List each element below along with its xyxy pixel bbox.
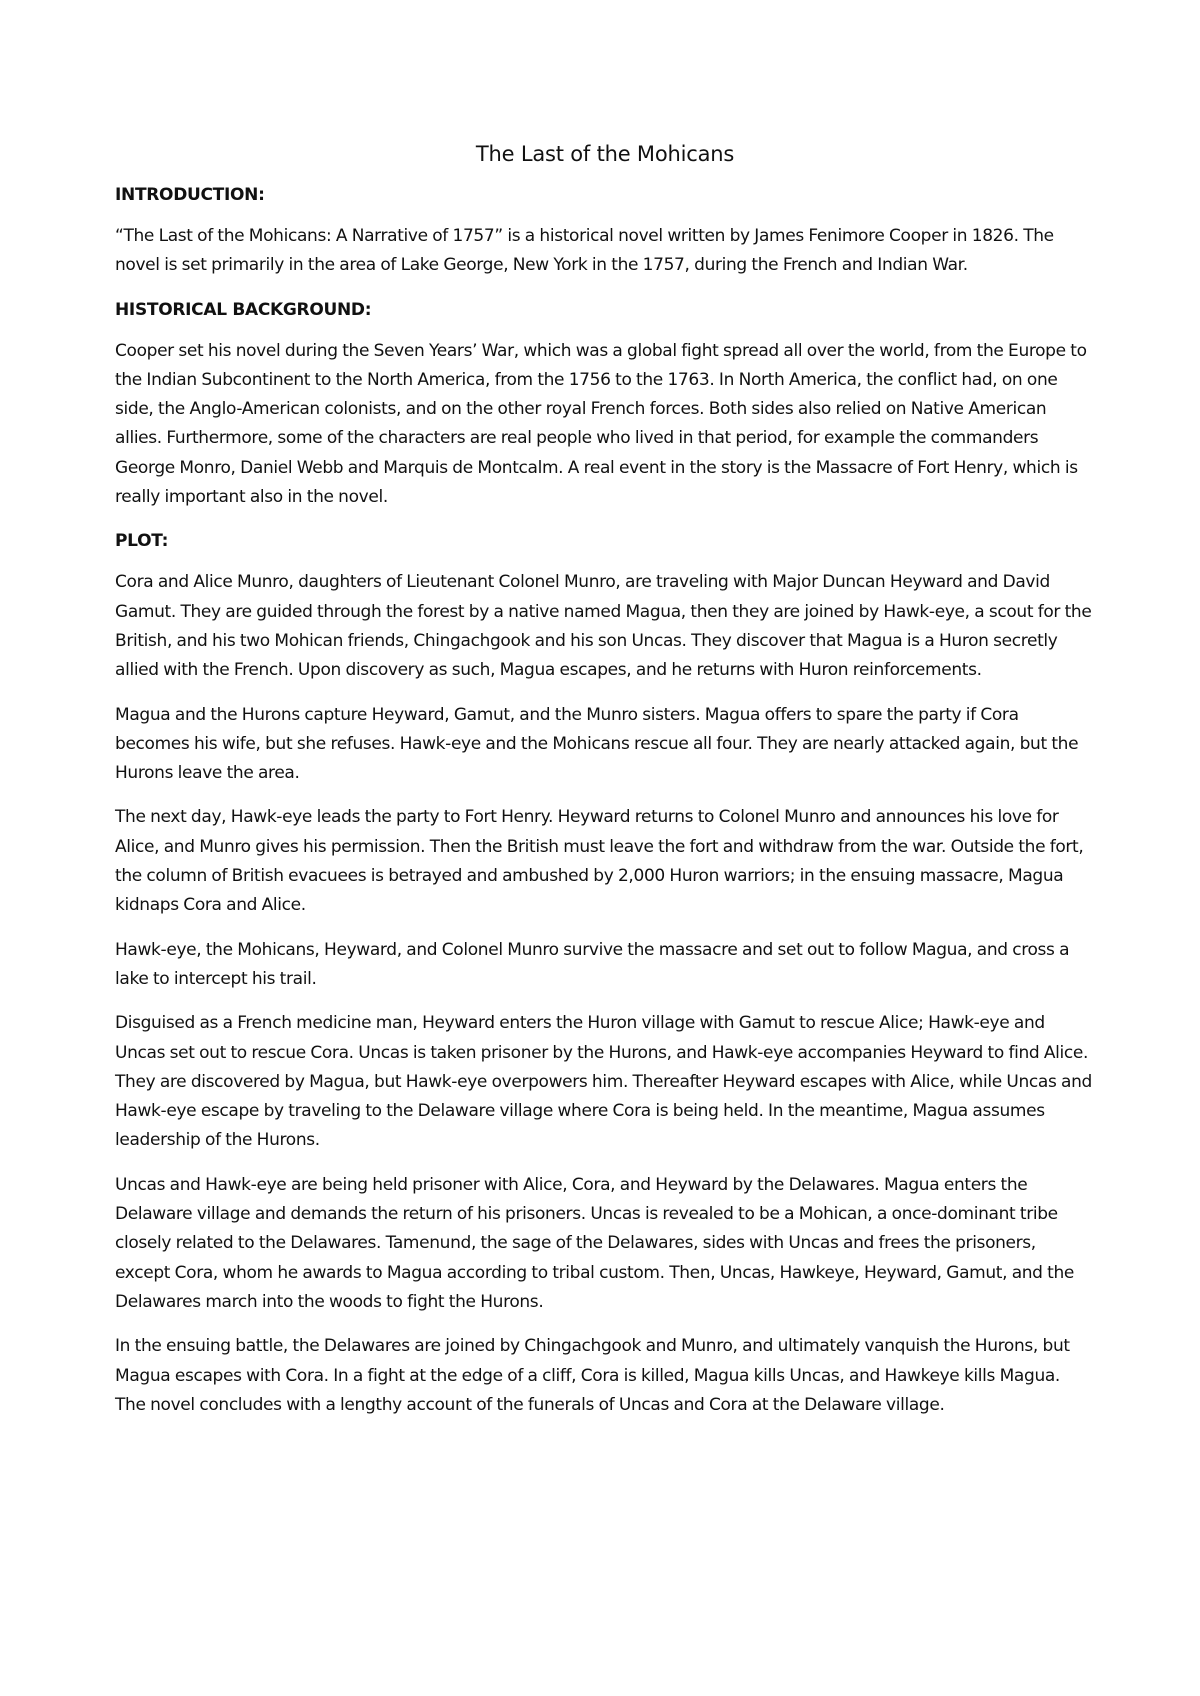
section-heading-plot: PLOT: bbox=[115, 531, 169, 552]
paragraph: Magua and the Hurons capture Heyward, Gamut, and the Munro sisters. Magua offers to spare the party if Cora becomes his wife, but she refuses. Hawk-eye and the Mohicans rescue all four. They are nearly attacked again, but the Hurons leave the area. bbox=[115, 704, 1079, 784]
section-plot bbox=[115, 527, 1095, 1420]
document-title: The Last of the Mohicans bbox=[475, 142, 735, 166]
paragraph: “The Last of the Mohicans: A Narrative of 1757” is a historical novel written by James Fenimore Cooper in 1826. The novel is set primarily in the area of Lake George, New York in the 1757, during the French and Indian War. bbox=[115, 226, 1054, 276]
document-body bbox=[115, 140, 1095, 1435]
section-introduction bbox=[115, 181, 1095, 281]
paragraph: Uncas and Hawk-eye are being held prisoner with Alice, Cora, and Heyward by the Delawares. Magua enters the Delaware village and demands the return of his prisoners. Uncas is revealed to be a Mohican, a once-dominant tribe closely related to the Delawares. Tamenund, the sage of the Delawares, sides with Uncas and frees the prisoners, except Cora, whom he awards to Magua according to tribal custom. Then, Uncas, Hawkeye, Heyward, Gamut, and the Delawares march into the woods to fight the Hurons. bbox=[115, 1174, 1075, 1312]
section-historical-background bbox=[115, 296, 1095, 513]
section-heading-historical-background: HISTORICAL BACKGROUND: bbox=[115, 299, 372, 320]
section-heading-introduction: INTRODUCTION: bbox=[115, 185, 265, 205]
paragraph: In the ensuing battle, the Delawares are joined by Chingachgook and Munro, and ultimately vanquish the Hurons, but Magua escapes with Cora. In a fight at the edge of a cliff, Cora is killed, Magua kills Uncas, and Hawkeye kills Magua. The novel concludes with a lengthy account of the funerals of Uncas and Cora at the Delaware village. bbox=[115, 1336, 1070, 1415]
paragraph: Cooper set his novel during the Seven Years’ War, which was a global fight spread all over the world, from the Europe to the Indian Subcontinent to the North America, from the 1756 to the 1763. In North America, the conflict had, on one side, the Anglo-American colonists, and on the other royal French forces. Both sides also relied on Native American allies. Furthermore, some of the characters are real people who lived in that period, for example the commanders George Monro, Daniel Webb and Marquis de Montcalm. A real event in the story is the Massacre of Fort Henry, which is really important also in the novel. bbox=[115, 340, 1087, 508]
paragraph: The next day, Hawk-eye leads the party to Fort Henry. Heyward returns to Colonel Munro and announces his love for Alice, and Munro gives his permission. Then the British must leave the fort and withdraw from the war. Outside the fort, the column of British evacuees is betrayed and ambushed by 2,000 Huron warriors; in the ensuing massacre, Magua kidnaps Cora and Alice. bbox=[115, 807, 1084, 916]
paragraph: Disguised as a French medicine man, Heyward enters the Huron village with Gamut to rescue Alice; Hawk-eye and Uncas set out to rescue Cora. Uncas is taken prisoner by the Hurons, and Hawk-eye accompanies Heyward to find Alice. They are discovered by Magua, but Hawk-eye overpowers him. Thereafter Heyward escapes with Alice, while Uncas and Hawk-eye escape by traveling to the Delaware village where Cora is being held. In the meantime, Magua assumes leadership of the Hurons. bbox=[115, 1013, 1092, 1151]
paragraph: Cora and Alice Munro, daughters of Lieutenant Colonel Munro, are traveling with Major Duncan Heyward and David Gamut. They are guided through the forest by a native named Magua, then they are joined by Hawk-eye, a scout for the British, and his two Mohican friends, Chingachgook and his son Uncas. They discover that Magua is a Huron secretly allied with the French. Upon discovery as such, Magua escapes, and he returns with Huron reinforcements. bbox=[115, 572, 1092, 681]
paragraph: Hawk-eye, the Mohicans, Heyward, and Colonel Munro survive the massacre and set out to follow Magua, and cross a lake to intercept his trail. bbox=[115, 939, 1070, 989]
